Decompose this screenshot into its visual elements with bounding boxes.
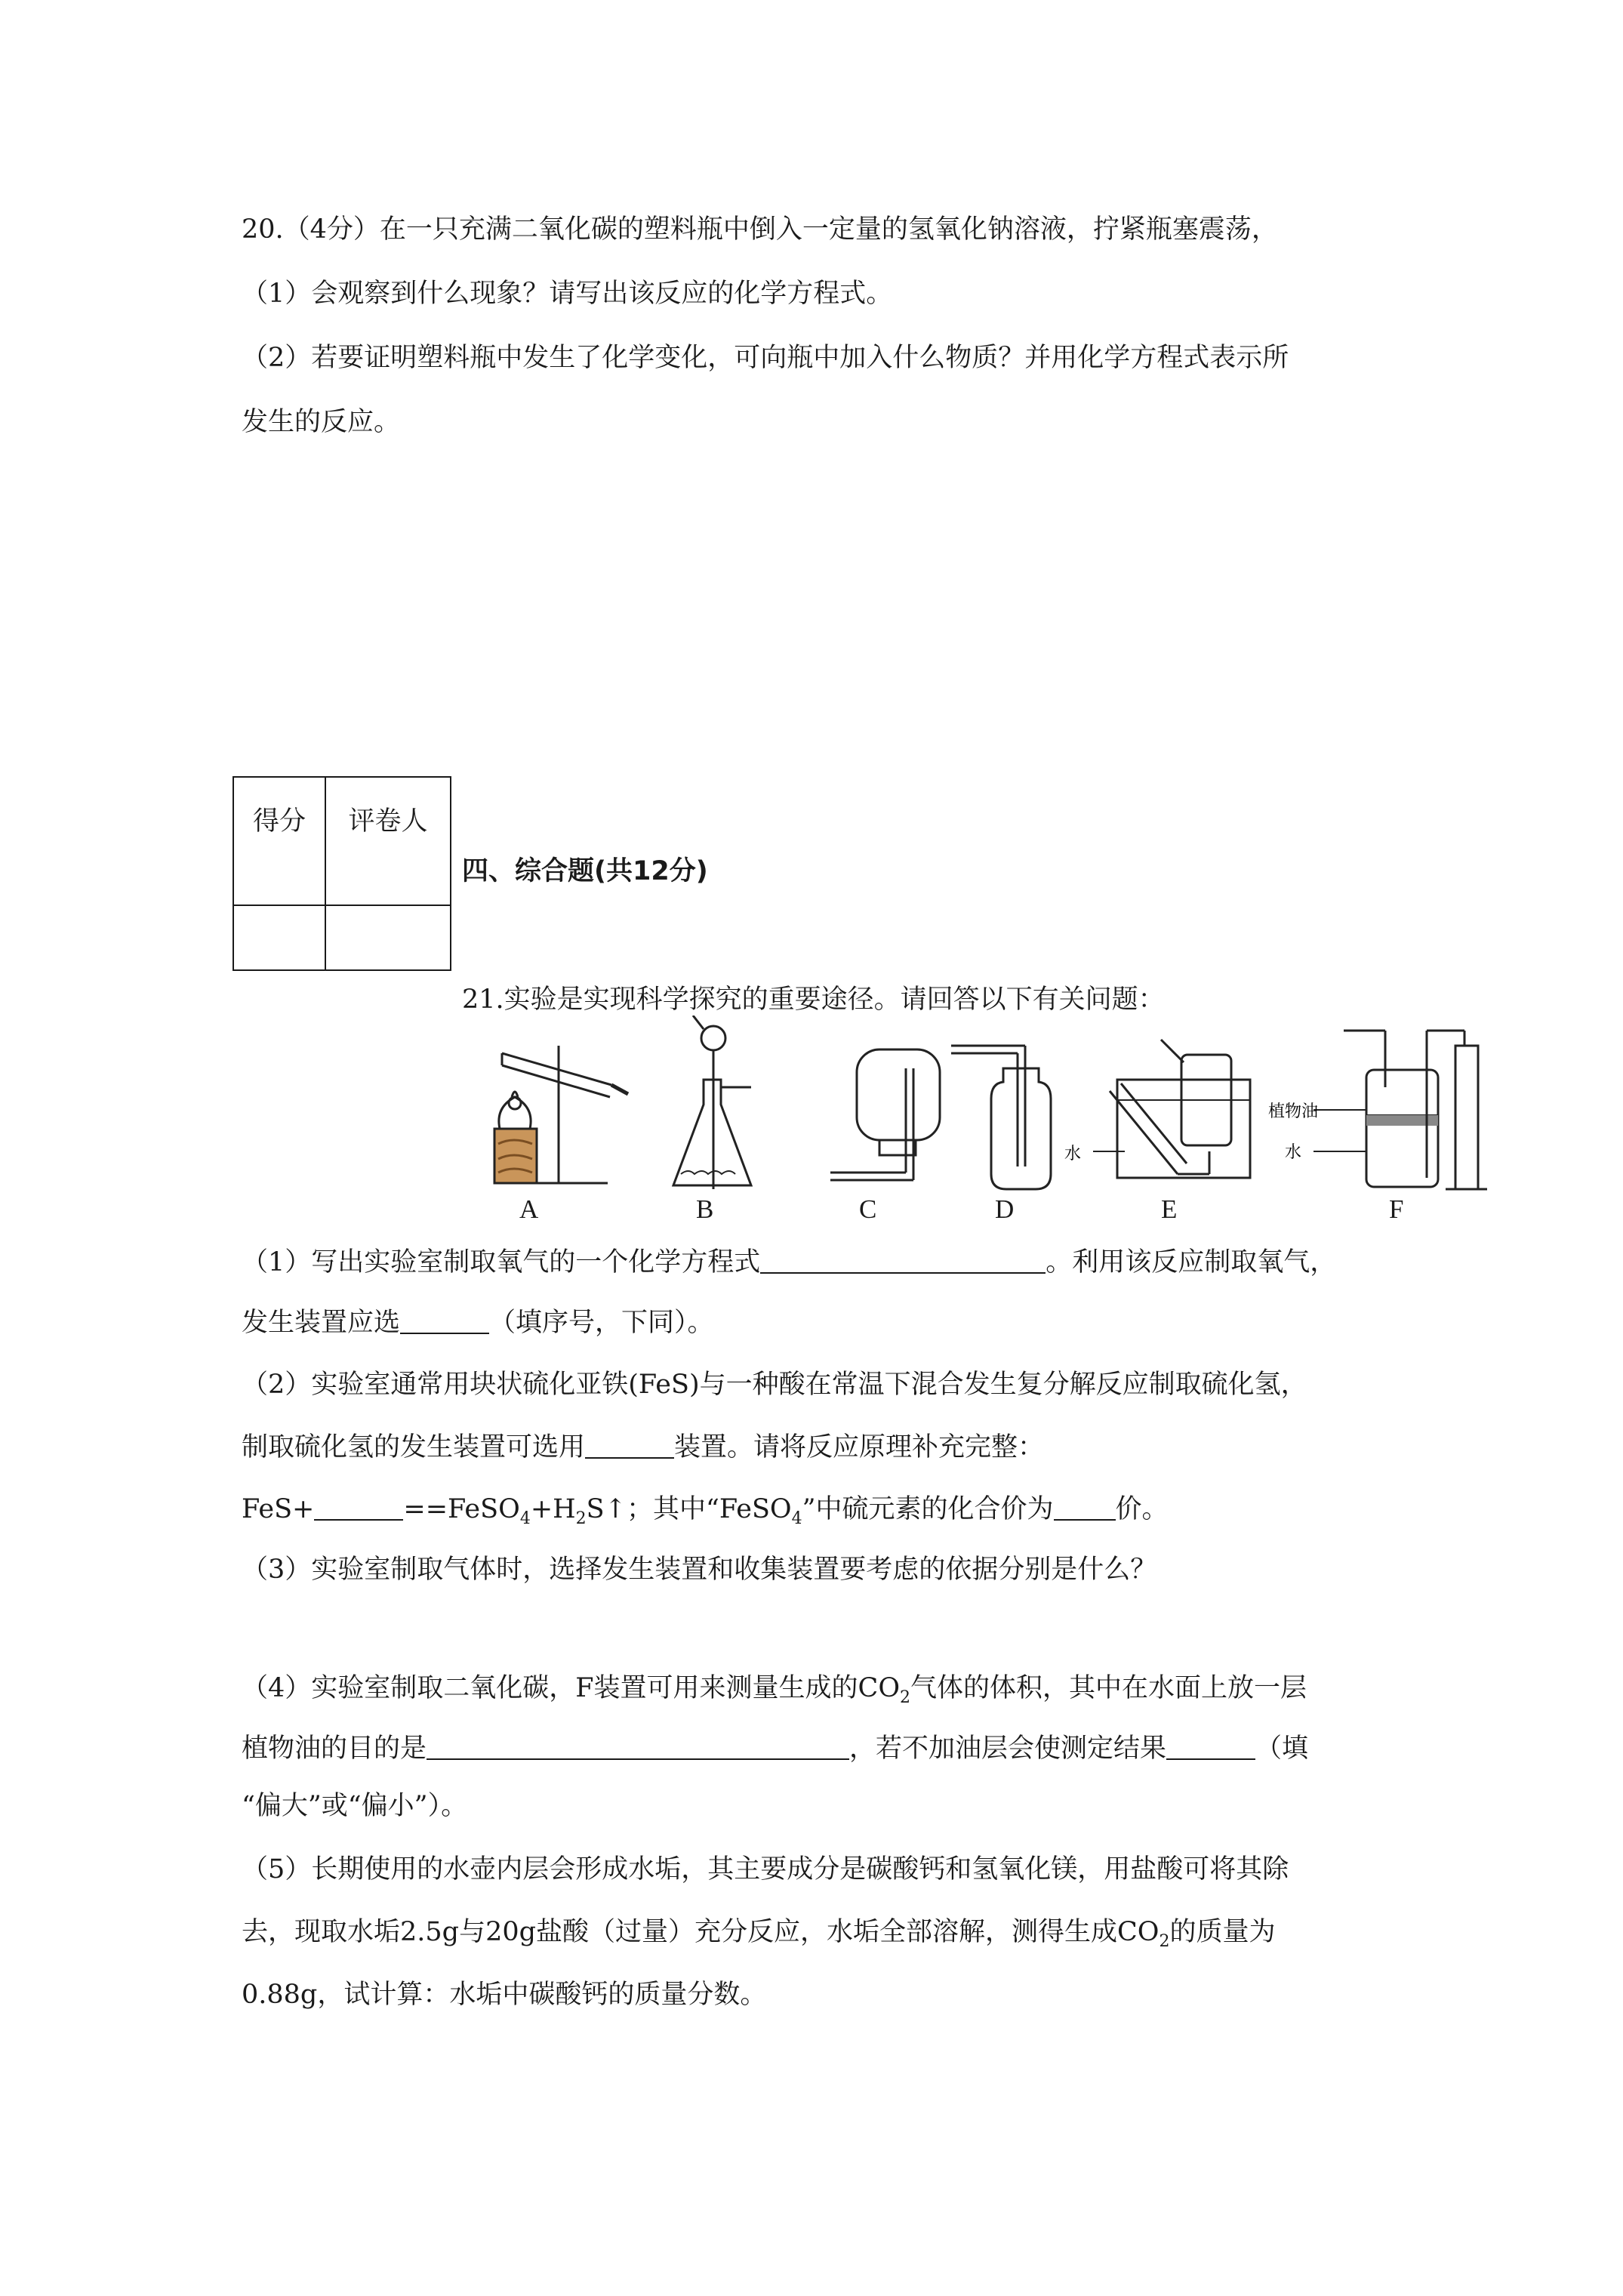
label-d: D bbox=[995, 1194, 1015, 1224]
q21-part3: （3）实验室制取气体时，选择发生装置和收集装置要考虑的依据分别是什么？ bbox=[242, 1555, 1157, 1585]
answer-blank-acid[interactable] bbox=[314, 1493, 403, 1521]
q20-part1: （1）会观察到什么现象？请写出该反应的化学方程式。 bbox=[242, 279, 893, 309]
apparatus-c bbox=[830, 1049, 940, 1180]
section-title: 四、综合题(共12分) bbox=[462, 856, 708, 886]
apparatus-a bbox=[494, 1046, 628, 1183]
label-e: E bbox=[1161, 1194, 1178, 1224]
q21-part2-line2: 制取硫化氢的发生装置可选用 装置。请将反应原理补充完整： bbox=[242, 1432, 1045, 1462]
apparatus-d bbox=[951, 1046, 1051, 1189]
label-f: F bbox=[1389, 1194, 1404, 1224]
q21-part5-line1: （5）长期使用的水壶内层会形成水垢，其主要成分是碳酸钙和氢氧化镁，用盐酸可将其除 bbox=[242, 1854, 1289, 1885]
score-cell[interactable] bbox=[233, 905, 325, 970]
answer-blank-equation[interactable] bbox=[760, 1247, 1046, 1274]
q21-part5-line3: 0.88g，试计算：水垢中碳酸钙的质量分数。 bbox=[242, 1980, 767, 2010]
answer-blank-device-1[interactable] bbox=[400, 1307, 489, 1334]
answer-blank-purpose[interactable] bbox=[427, 1733, 849, 1760]
q21-part2-line3: $FeS+ ==FeSO_4+H_2S↑$；其中“FeSO$_4$”中硫元素的化合价为 价。 bbox=[242, 1494, 1169, 1528]
q20-part2-line2: 发生的反应。 bbox=[242, 407, 401, 437]
q21-part1-line2: 发生装置应选 （填序号，下同）。 bbox=[242, 1308, 714, 1338]
q21-part4-line3: “偏大”或“偏小”）。 bbox=[242, 1791, 468, 1821]
apparatus-e bbox=[1093, 1040, 1250, 1178]
label-a: A bbox=[519, 1194, 539, 1224]
q21-part2-line1: （2）实验室通常用块状硫化亚铁(FeS)与一种酸在常温下混合发生复分解反应制取硫化氢， bbox=[242, 1370, 1307, 1400]
q21-part4-line1: （4）实验室制取二氧化碳，F装置可用来测量生成的$CO_2$气体的体积，其中在水面上放一层 bbox=[242, 1673, 1307, 1707]
grader-header: 评卷人 bbox=[325, 777, 451, 905]
q21-part4-line2: 植物油的目的是 ，若不加油层会使测定结果 （填 bbox=[242, 1734, 1309, 1764]
water-label-f: 水 bbox=[1285, 1143, 1302, 1162]
answer-blank-device-2[interactable] bbox=[585, 1432, 674, 1459]
q21-part1-line1: （1）写出实验室制取氧气的一个化学方程式 。利用该反应制取氧气， bbox=[242, 1247, 1337, 1277]
score-header: 得分 bbox=[233, 777, 325, 905]
apparatus-b bbox=[673, 1015, 751, 1189]
oil-label-f: 植物油 bbox=[1268, 1102, 1319, 1121]
water-label-e: 水 bbox=[1064, 1145, 1082, 1163]
grader-cell[interactable] bbox=[325, 905, 451, 970]
answer-blank-effect[interactable] bbox=[1166, 1733, 1255, 1760]
label-b: B bbox=[696, 1194, 714, 1224]
apparatus-figure bbox=[460, 1015, 1487, 1227]
score-table bbox=[233, 776, 451, 971]
answer-blank-valence[interactable] bbox=[1054, 1493, 1116, 1521]
apparatus-f bbox=[1313, 1031, 1487, 1189]
q21-part5-line2: 去，现取水垢2.5g与20g盐酸（过量）充分反应，水垢全部溶解，测得生成$CO_2$的质量为 bbox=[242, 1917, 1276, 1951]
q20-part2-line1: （2）若要证明塑料瓶中发生了化学变化，可向瓶中加入什么物质？并用化学方程式表示所 bbox=[242, 343, 1289, 373]
label-c: C bbox=[859, 1194, 877, 1224]
q20-title: 20.（4分）在一只充满二氧化碳的塑料瓶中倒入一定量的氢氧化钠溶液，拧紧瓶塞震荡， bbox=[242, 214, 1278, 245]
q21-intro: 21.实验是实现科学探究的重要途径。请回答以下有关问题： bbox=[462, 985, 1165, 1015]
